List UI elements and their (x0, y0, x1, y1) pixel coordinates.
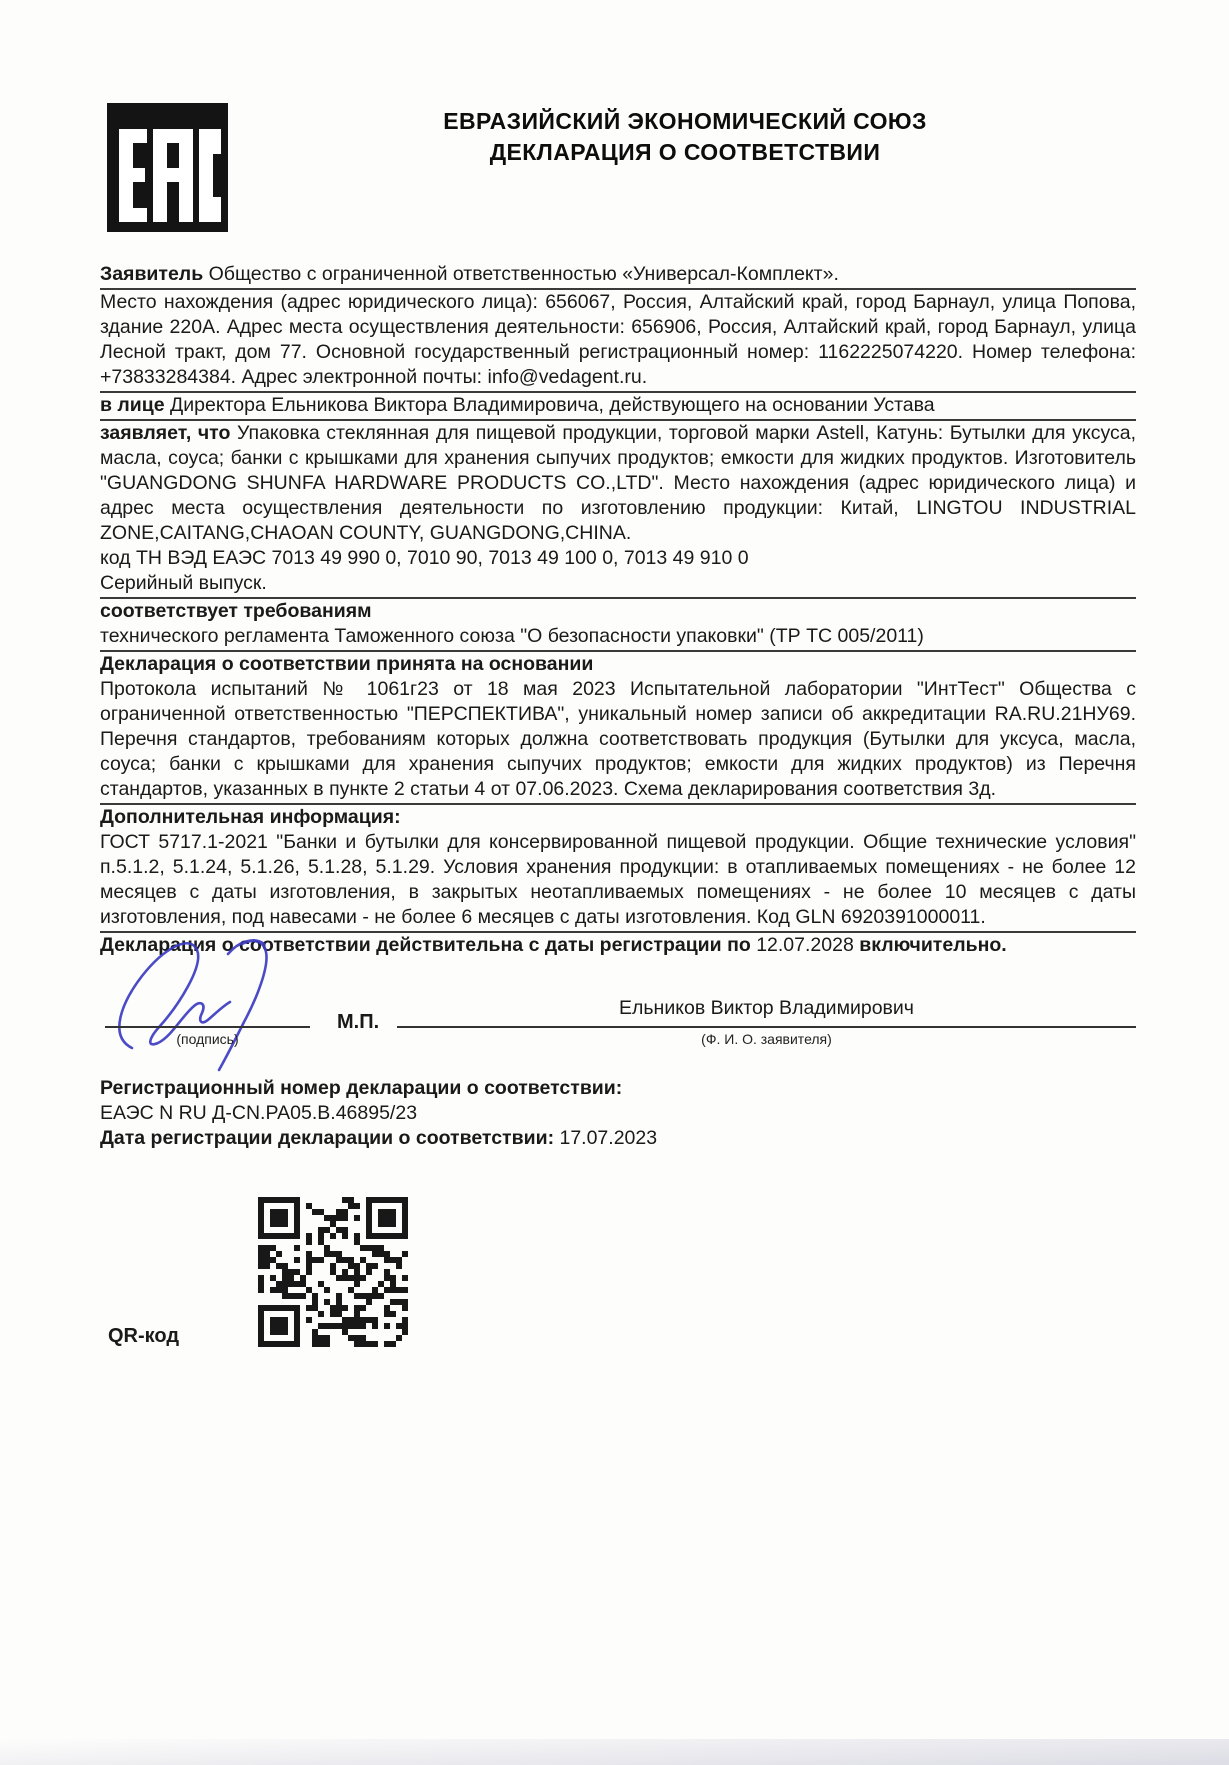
declaration-subject (100, 421, 1136, 546)
registration-date-value: 17.07.2023 (559, 1127, 658, 1149)
additional-info-heading: Дополнительная информация: (100, 806, 401, 828)
title-line-1: ЕВРАЗИЙСКИЙ ЭКОНОМИЧЕСКИЙ СОЮЗ (443, 108, 927, 134)
registration-number-label: Регистрационный номер декларации о соответствии: (100, 1077, 623, 1099)
applicant-label: Заявитель (100, 263, 204, 285)
additional-info-text: ГОСТ 5717.1-2021 "Банки и бутылки для консервированной пищевой продукции. Общие технические условия" п.5.1.2, 5.1.24, 5.1.26, 5.1.28, 5.1.29. Условия хранения продукции: в отапливаемых помещениях - не более 12 месяцев с даты изготовления, в закрытых неотапливаемых помещениях - не более 10 месяцев с даты изготовления, под навесами - не более 6 месяцев с даты изготовления. Код GLN 6920391000011. (100, 830, 1136, 933)
document-body (100, 262, 1136, 1349)
stamp-place-label: М.П. (337, 1011, 380, 1033)
applicant-row (100, 262, 1136, 290)
signature-caption: (подпись) (176, 1031, 239, 1047)
serial-issue: Серийный выпуск. (100, 571, 1136, 599)
qr-section (100, 1197, 1136, 1349)
person-label: в лице (100, 394, 165, 416)
signature-line (105, 1026, 310, 1048)
applicant-address: Место нахождения (адрес юридического лица): 656067, Россия, Алтайский край, город Барнаул, улица Попова, здание 220А. Адрес места осуществления деятельности: 656906, Россия, Алтайский край, город Барнаул, улица Лесной тракт, дом 77. Основной государственный регистрационный номер: 1162225074220. Номер телефона: +73833284384. Адрес электронной почты: info@vedagent.ru. (100, 290, 1136, 393)
registration-date-label: Дата регистрации декларации о соответствии: (100, 1127, 555, 1149)
signer-name-block (397, 996, 1136, 1048)
validity-date: 12.07.2028 (756, 934, 854, 956)
person-value: Директора Ельникова Виктора Владимировича, действующего на основании Устава (170, 394, 935, 416)
document-title (295, 106, 1075, 168)
signer-name: Ельников Виктор Владимирович (397, 996, 1136, 1028)
tnved-code: код ТН ВЭД ЕАЭС 7013 49 990 0, 7010 90, 7013 49 100 0, 7013 49 910 0 (100, 547, 749, 569)
declares-label: заявляет, что (100, 422, 231, 444)
qr-code-icon (258, 1197, 408, 1347)
basis-text: Протокола испытаний № 1061г23 от 18 мая 2023 Испытательной лаборатории "ИнтТест" Общества с ограниченной ответственностью "ПЕРСПЕКТИВА", уникальный номер записи об аккредитации RA.RU.21НУ69. Перечня стандартов, требованиям которых должна соответствовать продукция (Бутылки для уксуса, масла, соуса; банки с крышками для хранения сыпучих продуктов; емкости для жидких продуктов) из Перечня стандартов, указанных в пункте 2 статьи 4 от 07.06.2023. Схема декларирования соответствия 3д. (100, 677, 1136, 805)
signer-name-caption: (Ф. И. О. заявителя) (701, 1031, 832, 1047)
signature-block (100, 966, 1136, 1062)
basis-heading: Декларация о соответствии принята на основании (100, 653, 594, 675)
eac-mark-icon (107, 103, 228, 232)
applicant-value: Общество с ограниченной ответственностью «Универсал-Комплект». (208, 263, 839, 285)
comply-text: технического регламента Таможенного союза "О безопасности упаковки" (ТР ТС 005/2011) (100, 624, 1136, 652)
registration-date-row (100, 1126, 1136, 1151)
registration-number-block (100, 1076, 1136, 1126)
title-line-2: ДЕКЛАРАЦИЯ О СООТВЕТСТВИИ (489, 139, 881, 165)
comply-heading: соответствует требованиям (100, 600, 372, 622)
registration-number-value: ЕАЭС N RU Д-CN.РА05.В.46895/23 (100, 1102, 418, 1124)
person-row (100, 393, 1136, 421)
validity-prefix: Декларация о соответствии действительна с даты регистрации по (100, 934, 751, 956)
declares-value: Упаковка стеклянная для пищевой продукции, торговой марки Astell, Катунь: Бутылки для уксуса, масла, соуса; банки с крышками для хранения сыпучих продуктов; емкости для жидких продуктов. Изготовитель "GUANGDONG SHUNFA HARDWARE PRODUCTS CO.,LTD". Место нахождения (адрес юридического лица) и адрес места осуществления деятельности по изготовлению продукции: Китай, LINGTOU INDUSTRIAL ZONE,CAITANG,CHAOAN COUNTY, GUANGDONG,CHINA. (100, 422, 1136, 544)
scan-edge-artifact (0, 1739, 1229, 1765)
validity-suffix: включительно. (859, 934, 1007, 956)
qr-code-label: QR-код (108, 1325, 180, 1347)
validity-statement (100, 933, 1136, 958)
